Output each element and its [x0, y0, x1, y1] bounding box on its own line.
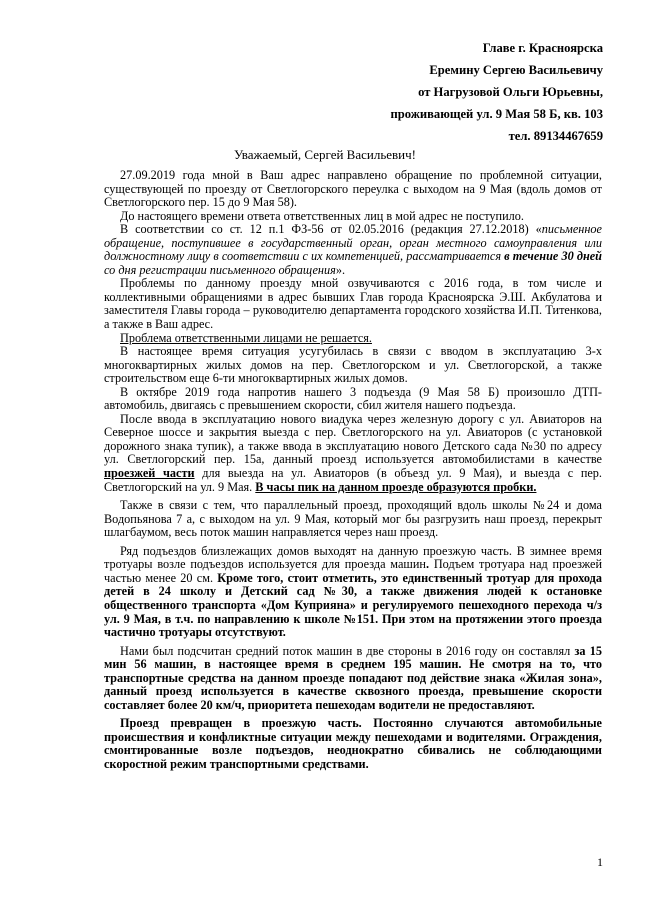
traffic-count-text: Нами был подсчитан средний поток машин в две стороны в 2016 году он составлял [120, 643, 575, 658]
curb-text: Подъем тротуара над проезжей частью менее 20 см. [104, 557, 602, 585]
roadway-emphasis: проезжей части [104, 466, 195, 481]
quote-close: ». [335, 262, 345, 277]
paragraph-7: В октябре 2019 года напротив нашего 3 подъезда (9 Мая 58 Б) произошло ДТП- автомобиль, двигаясь с превышением скорости, сбил жителя нашего подъезда. [104, 384, 602, 413]
letter-body [104, 169, 602, 772]
exit-text: для выезда на ул. Авиаторов (в объезд ул. 9 Мая), и выезда с пер. Светлогорский на ул. 9 Мая. [104, 466, 602, 494]
addressee-name: Еремину Сергею Васильевичу [429, 63, 603, 77]
paragraph-2: До настоящего времени ответа ответственных лиц в мой адрес не поступило. [120, 208, 524, 223]
paragraph-11 [104, 645, 602, 713]
paragraph-4: Проблемы по данному проезду мной озвучиваются с 2016 года, в том числе и коллективными обращениями в адрес бывших Глав города Красноярска Э.Ш. Акбулатова и заместителя Главы города – руководителю департамента городского хозяйства И.П. Титенкова, а также в Ваш адрес. [104, 276, 602, 332]
sender-name: от Нагрузовой Ольги Юрьевны, [418, 85, 603, 99]
sender-phone: тел. 89134467659 [508, 129, 603, 143]
problem-statement: Проблема ответственными лицами не решается. [120, 330, 372, 345]
sidewalk-dot: . [425, 557, 434, 572]
paragraph-3 [104, 223, 602, 277]
law-quote-end: со дня регистрации письменного обращения [104, 262, 336, 277]
sender-address: проживающей ул. 9 Мая 58 Б, кв. 103 [390, 107, 603, 121]
paragraph-12: Проезд превращен в проезжую часть. Постоянно случаются автомобильные происшествия и конфликтные ситуации между пешеходами и водителями. Ограждения, смонтированные возле подъездов, неоднократно сбивались не соблюдающими скоростной режим транспортными средствами. [104, 716, 602, 771]
page-number: 1 [597, 855, 603, 869]
law-quote: письменное обращение, поступившее в государственный орган, орган местного самоуправления или должностному лицу в соответствии с их компетенцией, рассматривается [104, 222, 602, 264]
salutation: Уважаемый, Сергей Васильевич! [234, 147, 416, 162]
paragraph-9: Также в связи с тем, что параллельный проезд, проходящий вдоль школы №24 и дома Водопьянова 7 а, с выходом на ул. 9 Мая, который мог бы разгрузить наш проезд, перекрыт шлагбаумом, весь поток машин направляется через наш проезд. [104, 498, 602, 540]
traffic-jam-emphasis: В часы пик на данном проезде образуются пробки. [255, 479, 537, 494]
viaduct-text: После ввода в эксплуатацию нового виадука через железную дорогу с ул. Авиаторов на Северное шоссе и закрытия выезда с пер. Светлогорского на ул. Авиаторов (с установкой дорожного знака тупик), а также ввода в эксплуатацию нового Детского сада №30 по адресу ул. Светлогорский пер. 15а, данный проезд используется автомобилистами в качестве [104, 411, 602, 467]
sidewalk-text: Ряд подъездов близлежащих домов выходят на данную проезжую часть. В зимнее время тротуары возле подъездов используется для проезда машин [104, 543, 602, 572]
addressee-title: Главе г. Красноярска [482, 41, 603, 55]
paragraph-5 [104, 332, 602, 346]
traffic-count-emphasis: за 15 мин 56 машин, в настоящее время в среднем 195 машин. Не смотря на то, что транспортные средства на данном проезде попадают под действие знака «Жилая зона», данный проезд используется в качестве сквозного проезда, превышение скорости составляет более 20 км/ч, приоритета пешеходам водители не предоставляют. [104, 643, 602, 712]
deadline-emphasis: в течение 30 дней [504, 249, 602, 264]
paragraph-1: 27.09.2019 года мной в Ваш адрес направлено обращение по проблемной ситуации, существующей по проезду от Светлогорского переулка с выходом на 9 Мая (вдоль домов от Светлогорского пер. 15 до 9 Мая 58). [104, 168, 602, 210]
paragraph-6: В настоящее время ситуация усугубилась в связи с вводом в эксплуатацию 3-х многоквартирных жилых домов на пер. Светлогорском и ул. Светлогорской, а также строительством еще 6-ти многоквартирных жилых домов. [104, 344, 602, 386]
law-citation: В соответствии со ст. 12 п.1 ФЗ-56 от 02.05.2016 (редакция 27.12.2018) « [120, 222, 542, 237]
paragraph-8 [104, 413, 602, 494]
paragraph-10 [104, 545, 602, 640]
children-route-emphasis: Кроме того, стоит отметить, это единственный тротуар для прохода детей в 24 школу и Детский сад №30, а также движения людей к остановке общественного транспорта «Дом Куприяна» и регулируемого пешеходного перехода ч/з ул. 9 Мая, в т.ч. по направлению к школе №151. При этом на протяжении этого проезда частично тротуары отсутствуют. [104, 570, 603, 640]
